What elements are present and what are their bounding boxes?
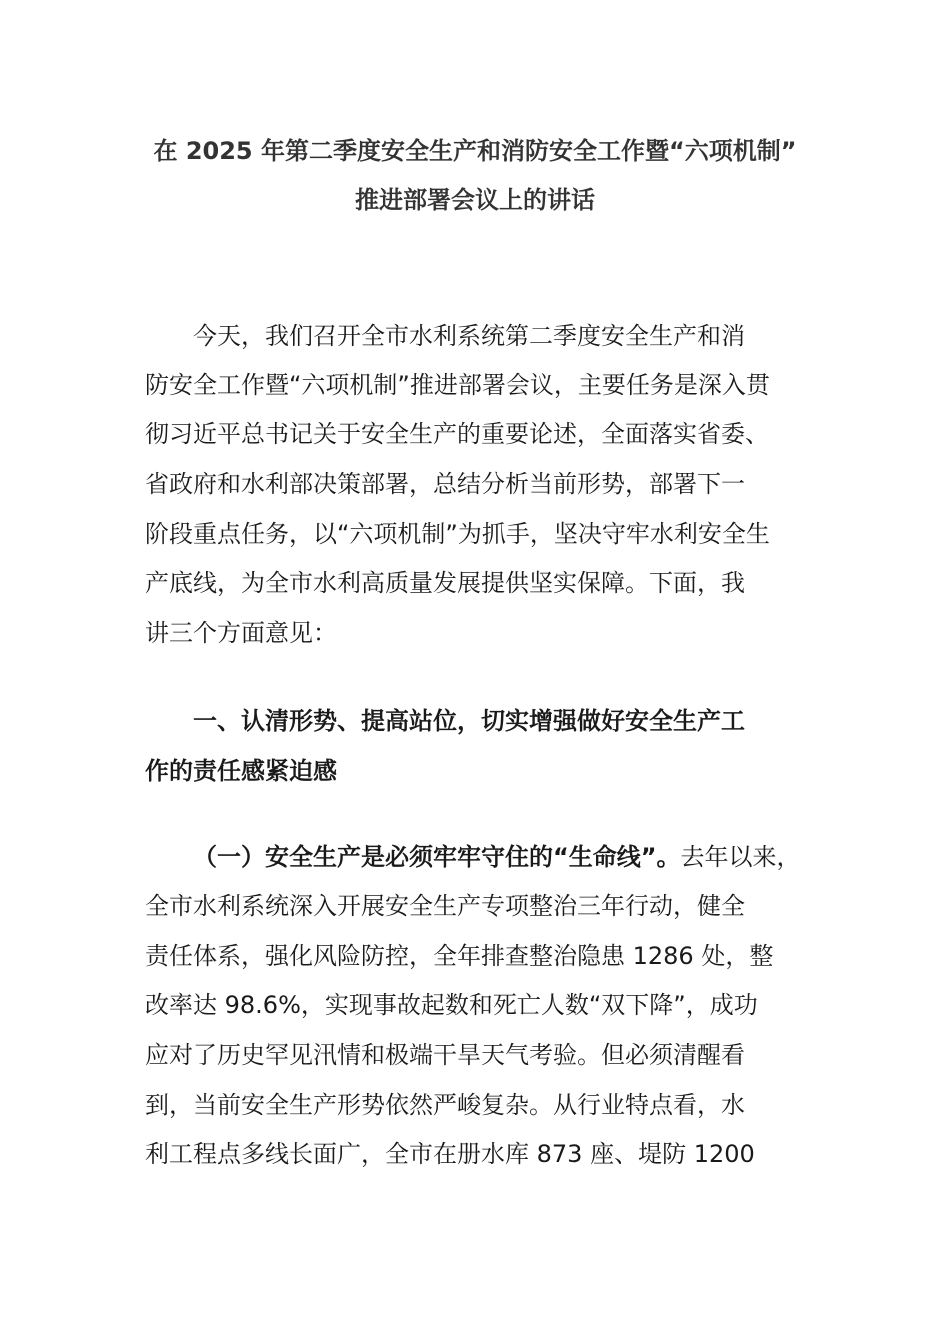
subsection-first-line-text: 去年以来， (680, 843, 801, 871)
subsection-line-4: 改率达 98.6%，实现事故起数和死亡人数“双下降”，成功 (145, 991, 758, 1019)
subsection-line-6: 到，当前安全生产形势依然严峻复杂。从行业特点看，水 (145, 1091, 745, 1119)
subsection-heading: （一）安全生产是必须牢牢守住的“生命线”。 (193, 843, 681, 871)
subsection-first-line (193, 842, 801, 872)
title-line-1: 在 2025 年第二季度安全生产和消防安全工作暨“六项机制” (153, 137, 797, 165)
intro-line-2: 防安全工作暨“六项机制”推进部署会议，主要任务是深入贯 (145, 371, 770, 399)
intro-line-5: 阶段重点任务，以“六项机制”为抓手，坚决守牢水利安全生 (145, 520, 770, 548)
subsection-line-7: 利工程点多线长面广，全市在册水库 873 座、堤防 1200 (145, 1140, 755, 1168)
intro-line-7: 讲三个方面意见： (145, 619, 337, 647)
section-heading-line-1: 一、认清形势、提高站位，切实增强做好安全生产工 (193, 707, 745, 735)
subsection-line-5: 应对了历史罕见汛情和极端干旱天气考验。但必须清醒看 (145, 1041, 745, 1069)
intro-line-3: 彻习近平总书记关于安全生产的重要论述，全面落实省委、 (145, 420, 769, 448)
intro-line-6: 产底线，为全市水利高质量发展提供坚实保障。下面，我 (145, 569, 745, 597)
subsection-line-3: 责任体系，强化风险防控，全年排查整治隐患 1286 处，整 (145, 942, 774, 970)
intro-line-1: 今天，我们召开全市水利系统第二季度安全生产和消 (193, 322, 745, 350)
subsection-line-2: 全市水利系统深入开展安全生产专项整治三年行动，健全 (145, 892, 745, 920)
section-heading-line-2: 作的责任感紧迫感 (145, 757, 337, 785)
intro-line-4: 省政府和水利部决策部署，总结分析当前形势，部署下一 (145, 470, 745, 498)
title-line-2: 推进部署会议上的讲话 (355, 186, 595, 214)
